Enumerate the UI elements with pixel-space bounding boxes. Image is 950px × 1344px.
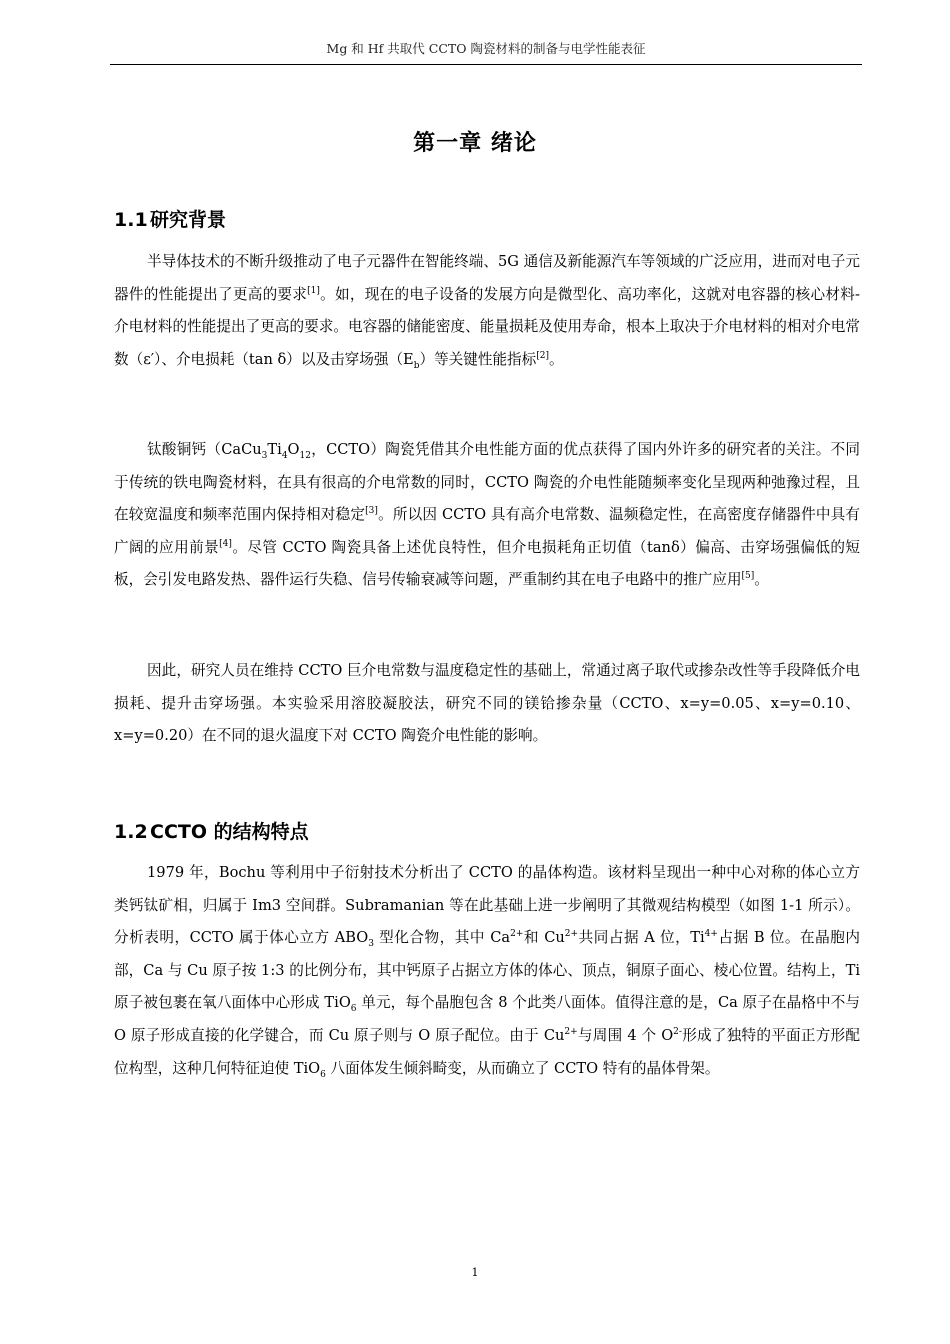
citation: [1] [307,285,320,296]
chapter-title: 第一章 绪论 [413,131,537,156]
citation: [3] [365,506,378,517]
citation: [2] [536,350,549,361]
paragraph-background-2: 钛酸铜钙（$CaCu_3Ti_4O_{12}$，CCTO）陶瓷凭借其介电性能方面的优点获得了国内外许多的研究者的关注。不同于传统的铁电陶瓷材料，在具有很高的介电常数的同时，CCTO 陶瓷的介电性能随频率变化呈现两种弛豫过程，且在较宽温度和频率范围内保持相对稳定[3]。所以因 CCTO 具有高介电常数、温频稳定性，在高密度存储器件中具有广阔的应用前景[4]。尽管 CCTO 陶瓷具备上述优良特性，但介电损耗角正切值（tanδ）偏高、击穿场强偏低的短板，会引发电路发热、器件运行失稳、信号传输衰减等问题，严重制约其在电子电路中的推广应用[5]。 [114,441,860,589]
header-rule [110,64,862,65]
section-heading-1-2 [114,817,309,844]
paragraph-background-1: 半导体技术的不断升级推动了电子元器件在智能终端、5G 通信及新能源汽车等领域的广泛应用，进而对电子元器件的性能提出了更高的要求[1]。如，现在的电子设备的发展方向是微型化、高功率化，这就对电容器的核心材料-介电材料的性能提出了更高的要求。电容器的储能密度、能量损耗及使用寿命，根本上取决于介电材料的相对介电常数（ε′）、介电损耗（tan δ）以及击穿场强$(E_b)$等关键性能指标[2]。 [114,253,860,371]
section-number: 1.1 [114,209,148,231]
section-title: CCTO 的结构特点 [150,821,309,843]
paragraph-background-3: 因此，研究人员在维持 CCTO 巨介电常数与温度稳定性的基础上，常通过离子取代或掺杂改性等手段降低介电损耗、提升击穿场强。本实验采用溶胶凝胶法，研究不同的镁铪掺杂量（CCTO、x=y=0.05、x=y=0.10、x=y=0.20）在不同的退火温度下对 CCTO 陶瓷介电性能的影响。 [114,662,860,745]
paragraph-structure-1: 1979 年，Bochu 等利用中子衍射技术分析出了 CCTO 的晶体构造。该材料呈现出一种中心对称的体心立方类钙钛矿相，归属于 Im3 空间群。Subramanian 等在此基础上进一步阐明了其微观结构模型（如图 1-1 所示）。分析表明，CCTO 属于体心立方 $ABO_3$ 型化合物，其中 $Ca^{2+}$和 $Cu^{2+}$共同占据 A 位，$Ti^{4+}$占据 B 位。在晶胞内部，Ca 与 Cu 原子按 1:3 的比例分布，其中钙原子占据立方体的体心、顶点，铜原子面心、棱心位置。结构上，Ti 原子被包裹在氧八面体中心形成 TiO$_6$ 单元，每个晶胞包含 8 个此类八面体。值得注意的是，Ca 原子在晶格中不与 O 原子形成直接的化学键合，而 Cu 原子则与 O 原子配位。由于 $Cu^{2+}$与周围 4 个 $O^{2-}$形成了独特的平面正方形配位构型，这种几何特征迫使 TiO$_6$ 八面体发生倾斜畸变，从而确立了 CCTO 特有的晶体骨架。 [114,864,860,1080]
citation: [4] [219,538,232,549]
citation: [5] [741,571,755,582]
page-number: 1 [471,1266,479,1279]
section-title: 研究背景 [150,209,227,231]
section-heading-1-1 [114,205,226,232]
section-number: 1.2 [114,821,148,843]
running-header: Mg 和 Hf 共取代 CCTO 陶瓷材料的制备与电学性能表征 [326,41,646,56]
